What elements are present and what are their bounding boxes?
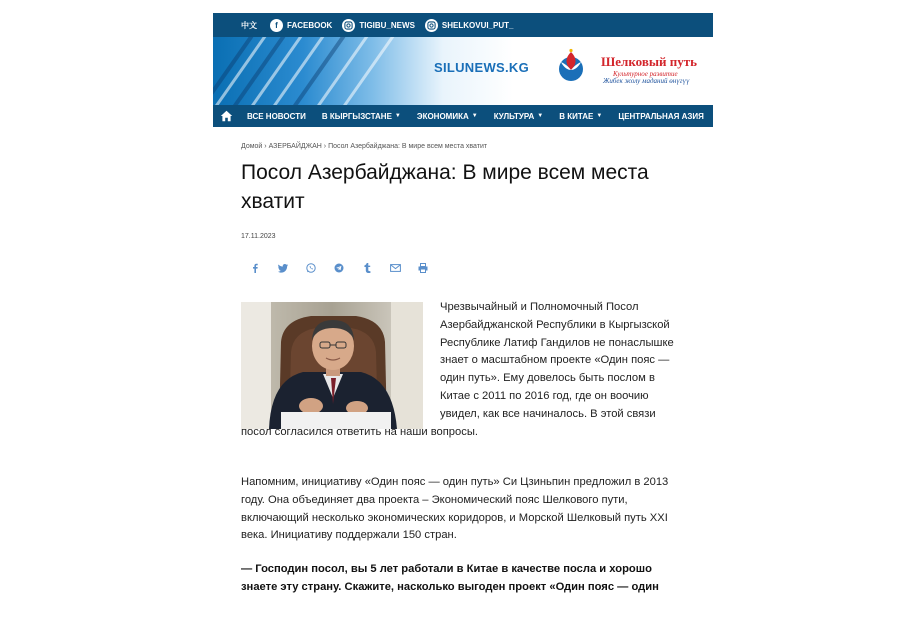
tumblr-icon (364, 263, 371, 273)
article-photo[interactable] (241, 302, 423, 429)
facebook-icon: f (270, 19, 283, 32)
nav-label: ВСЕ НОВОСТИ (247, 111, 306, 121)
article-paragraph: посол согласился ответить на наши вопросы. (241, 426, 478, 438)
language-label: 中文 (241, 20, 257, 30)
article-paragraph: Напомним, инициативу «Один пояс — один путь» Си Цзиньпин предложил в 2013 году. Она объединяет два проекта – Экономический пояс Шелкового пути, включающий несколько экономических коридоров, и Морской Шелковый путь XXI века. Инициативу поддержали 150 стран. (241, 476, 669, 542)
home-button[interactable] (213, 110, 239, 122)
telegram-icon (334, 263, 344, 273)
nav-china[interactable] (551, 112, 610, 121)
instagram-icon (342, 19, 355, 32)
email-share-button[interactable] (381, 258, 409, 278)
nav-label: В КЫРГЫЗСТАНЕ (321, 111, 392, 121)
nav-label: ЦЕНТРАЛЬНАЯ АЗИЯ (618, 111, 704, 121)
publish-date: 17.11.2023 (241, 233, 276, 240)
facebook-label: FACEBOOK (287, 20, 333, 30)
telegram-share-button[interactable] (325, 258, 353, 278)
banner (213, 37, 713, 105)
tumblr-share-button[interactable] (353, 258, 381, 278)
ambassador-portrait-image (241, 302, 423, 429)
nav-all-news[interactable] (239, 112, 314, 121)
breadcrumb (241, 143, 487, 150)
interview-question: — Господин посол, вы 5 лет работали в Китае в качестве посла и хорошо знаете эту страну. Скажите, насколько выгоден проект «Один пояс — один (241, 563, 659, 593)
share-bar (241, 258, 437, 278)
breadcrumb-separator: › (264, 143, 267, 150)
instagram-link-tigibu[interactable] (342, 19, 415, 32)
partner-subtitle: Культурное развитие (613, 70, 678, 78)
partner-title: Шелковый путь (601, 54, 697, 69)
whatsapp-icon (306, 263, 316, 273)
nav-kyrgyzstan[interactable] (314, 112, 409, 121)
breadcrumb-current: Посол Азербайджана: В мире всем места хватит (328, 143, 488, 150)
article-paragraph: Чрезвычайный и Полномочный Посол Азербайджанской Республики в Кыргызской Республике Латиф Гандилов не понаслышке знает о масштабном проекте «Один пояс — один путь». Ему довелось быть послом в Китае с 2011 по 2016 год, где он воочию увидел, как все начиналось. В этой связи (440, 301, 674, 420)
chevron-down-icon: ▼ (596, 113, 603, 119)
breadcrumb-section[interactable]: АЗЕРБАЙДЖАН (268, 143, 322, 150)
nav-central-asia[interactable] (610, 112, 712, 121)
nav-economy[interactable] (409, 112, 486, 121)
chevron-down-icon: ▼ (537, 113, 544, 119)
email-icon (390, 264, 401, 272)
facebook-icon (252, 263, 258, 273)
home-icon (220, 110, 233, 122)
language-link[interactable] (241, 20, 257, 31)
nav-label: В КИТАЕ (559, 111, 594, 121)
chevron-down-icon: ▼ (471, 113, 478, 119)
top-bar (213, 13, 713, 37)
silk-road-emblem-icon (556, 48, 586, 82)
nav-culture[interactable] (486, 112, 552, 121)
breadcrumb-home[interactable]: Домой (241, 143, 263, 150)
partner-subtitle-kg: Жибек жолу маданий өнүгүү (603, 77, 690, 85)
twitter-share-button[interactable] (269, 258, 297, 278)
twitter-icon (278, 264, 288, 273)
nav-label: ЭКОНОМИКА (416, 111, 469, 121)
breadcrumb-separator: › (323, 143, 327, 150)
facebook-share-button[interactable] (241, 258, 269, 278)
whatsapp-share-button[interactable] (297, 258, 325, 278)
site-logo[interactable]: SILUNEWS.KG (434, 60, 530, 75)
instagram-icon (425, 19, 438, 32)
chevron-down-icon: ▼ (394, 113, 401, 119)
nav-label: КУЛЬТУРА (493, 111, 535, 121)
page-title: Посол Азербайджана: В мире всем места хватит (241, 161, 649, 213)
main-nav (213, 105, 713, 127)
site-header (213, 13, 713, 127)
instagram-label: SHELKOVUI_PUT_ (441, 20, 514, 30)
print-share-button[interactable] (409, 258, 437, 278)
instagram-label: TIGIBU_NEWS (359, 20, 415, 30)
instagram-link-shelkovui[interactable] (425, 19, 514, 32)
print-icon (418, 263, 428, 273)
facebook-link[interactable] (270, 19, 332, 32)
